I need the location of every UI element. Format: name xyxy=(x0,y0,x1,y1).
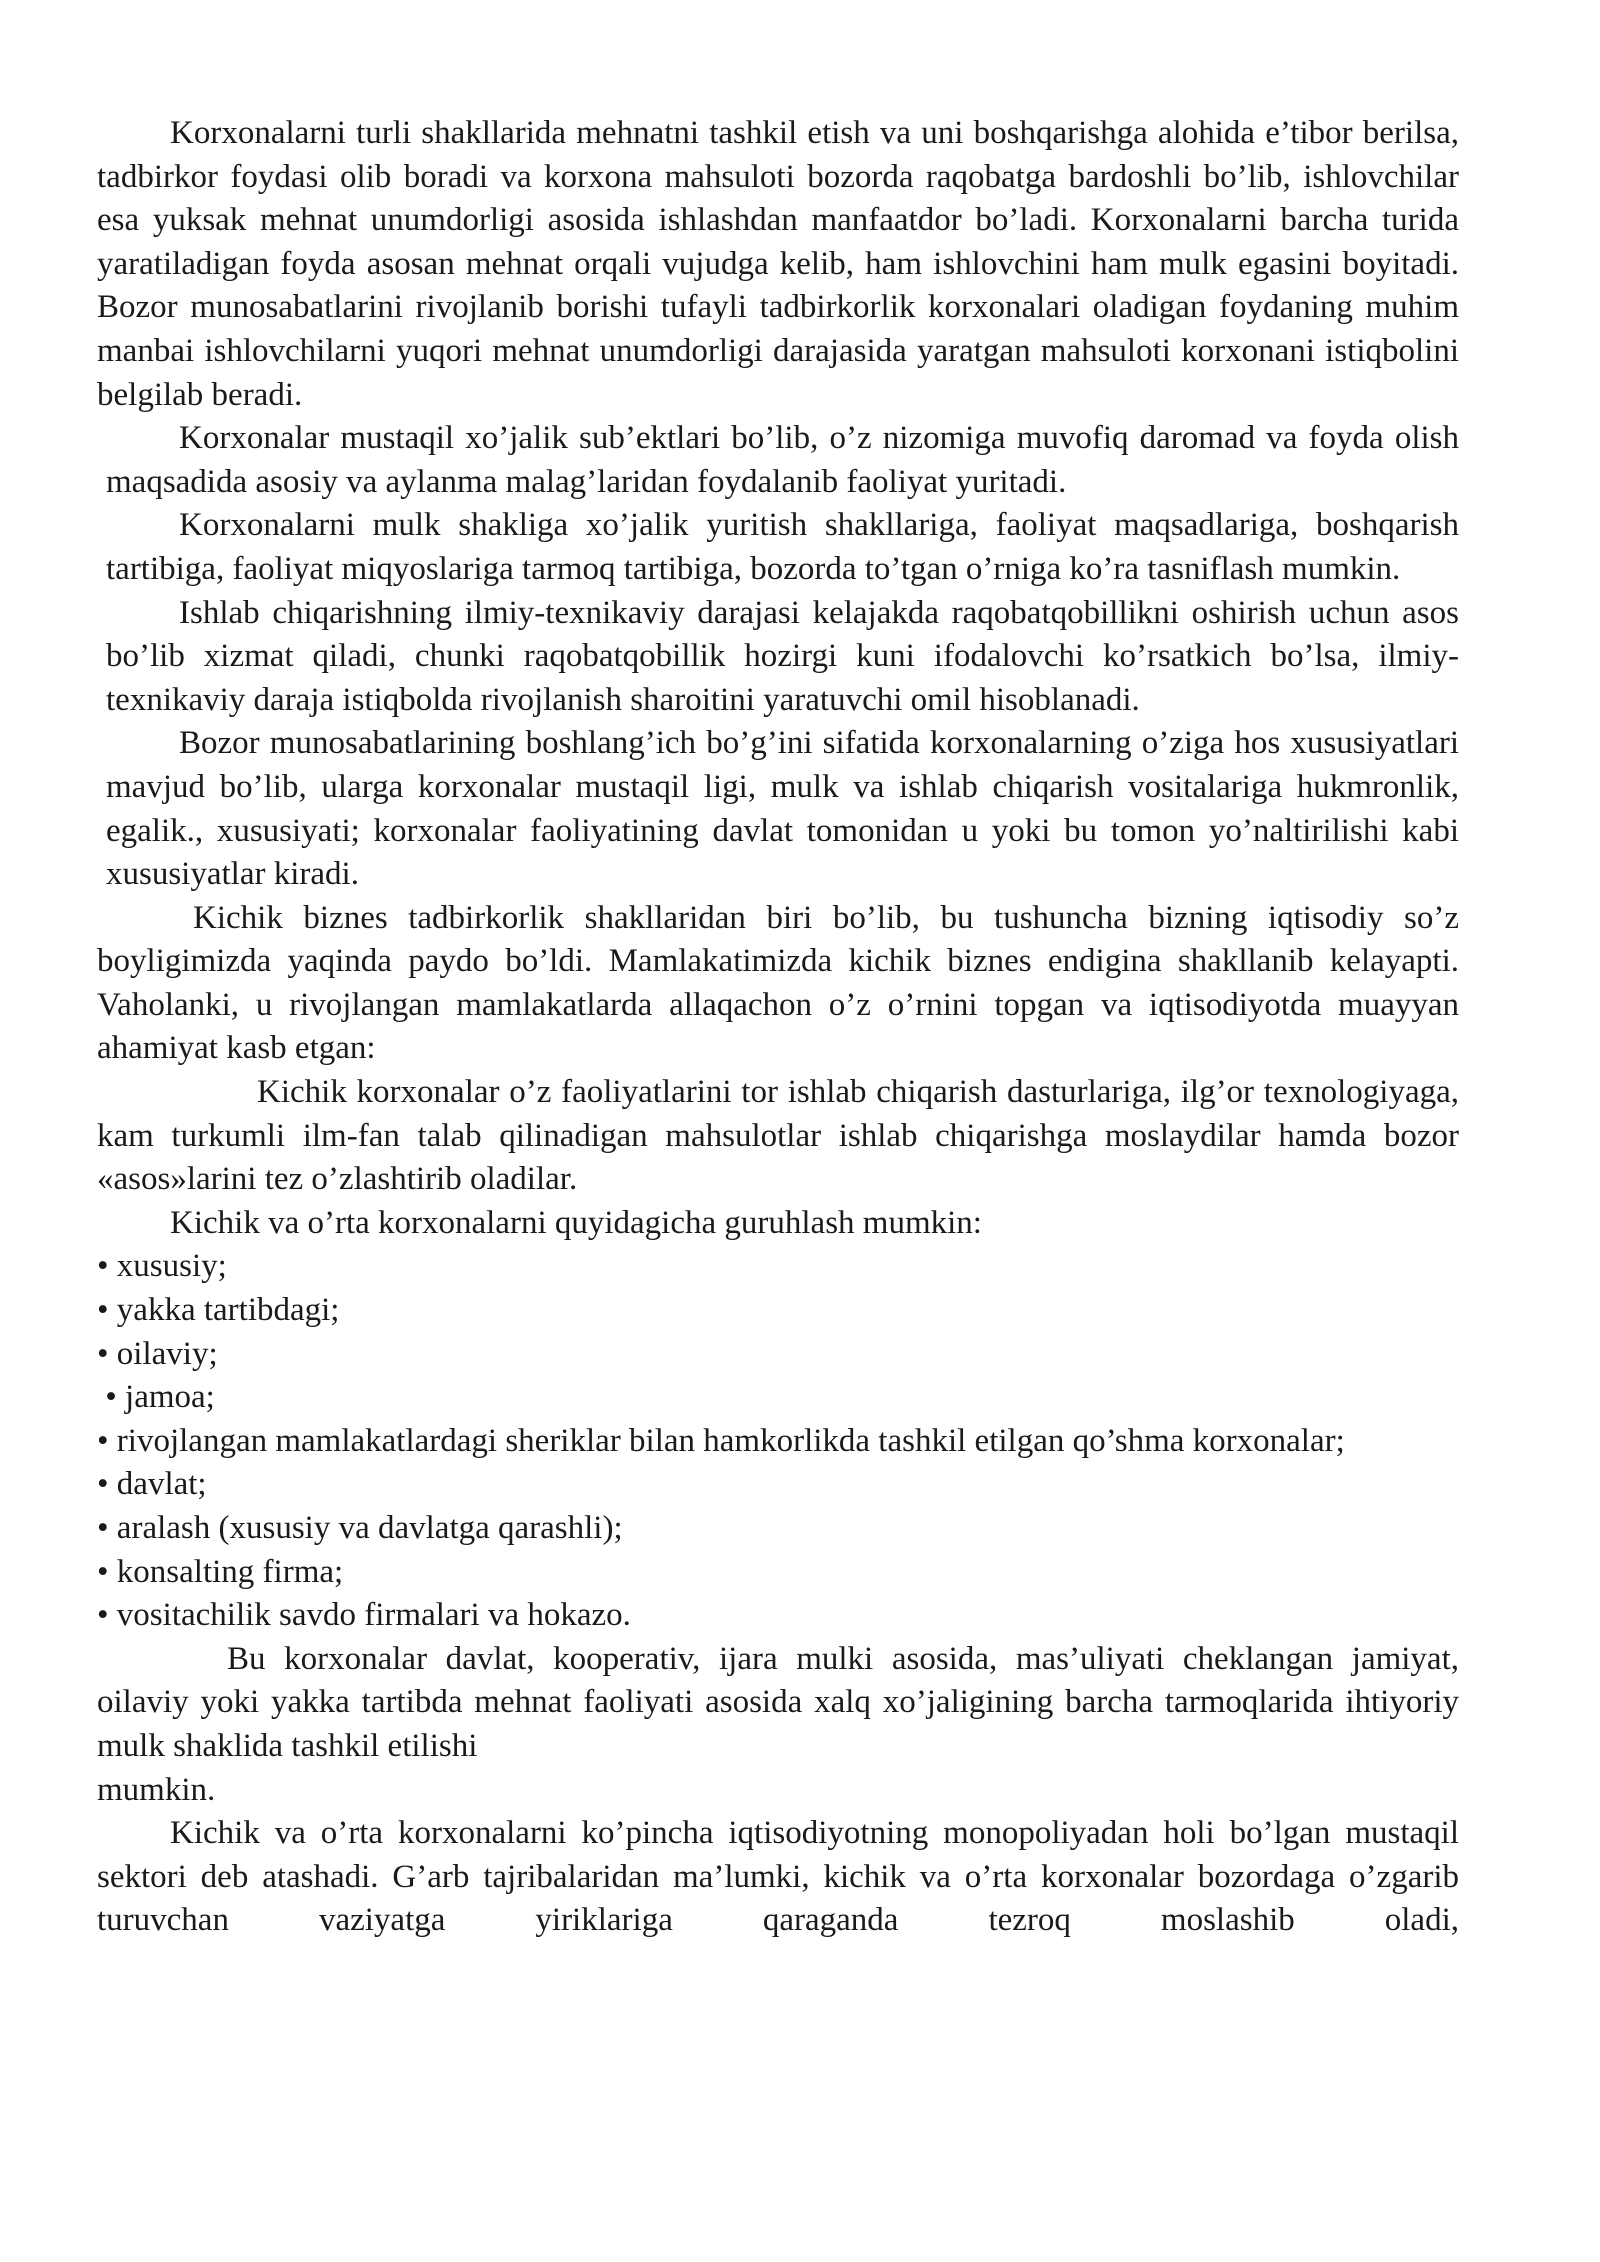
list-item: • davlat; xyxy=(97,1466,207,1503)
list-item: • xususiy; xyxy=(97,1248,227,1285)
paragraph-5: Bozor munosabatlarining boshlang’ich bo’g’ini sifatida korxonalarning o’ziga hos xususiyatlari mavjud bo’lib, ularga korxonalar mustaqil ligi, mulk va ishlab chiqarish vositalariga hukmronlik, egalik., xususiyati; korxonalar faoliyatining davlat tomonidan u yoki bu tomon yo’naltirilishi kabi xususiyatlar kiradi. xyxy=(106,725,1459,893)
list-item: • jamoa; xyxy=(97,1379,215,1416)
list-item: • yakka tartibdagi; xyxy=(97,1292,340,1329)
bullet-list xyxy=(97,1245,1459,1637)
paragraph-7: Kichik korxonalar o’z faoliyatlarini tor ishlab chiqarish dasturlariga, ilg’or texnologiyaga, kam turkumli ilm-fan talab qilinadigan mahsulotlar ishlab chiqarishga moslaydilar hamda bozor «asos»larini tez o’zlashtirib oladilar. xyxy=(97,1074,1459,1198)
list-item: • konsalting firma; xyxy=(97,1553,344,1590)
list-item: • vositachilik savdo firmalari va hokazo. xyxy=(97,1597,631,1634)
paragraph-6: Kichik biznes tadbirkorlik shakllaridan biri bo’lib, bu tushuncha bizning iqtisodiy so’z boyligimizda yaqinda paydo bo’ldi. Mamlakatimizda kichik biznes endigina shakllanib kelayapti. Vaholanki, u rivojlangan mamlakatlarda allaqachon o’z o’rnini topgan va iqtisodiyotda muayyan ahamiyat kasb etgan: xyxy=(97,899,1459,1067)
list-item: • rivojlangan mamlakatlardagi sheriklar bilan hamkorlikda tashkil etilgan qo’shma korxonalar; xyxy=(97,1422,1345,1459)
paragraph-8: Kichik va o’rta korxonalarni quyidagicha guruhlash mumkin: xyxy=(170,1204,982,1241)
document-page xyxy=(97,112,1459,1943)
paragraph-2: Korxonalar mustaqil xo’jalik sub’ektlari bo’lib, o’z nizomiga muvofiq daromad va foyda olish maqsadida asosiy va aylanma malag’laridan foydalanib faoliyat yuritadi. xyxy=(106,420,1459,500)
paragraph-9-continued: mumkin. xyxy=(97,1771,216,1808)
paragraph-3: Korxonalarni mulk shakliga xo’jalik yuritish shakllariga, faoliyat maqsadlariga, boshqarish tartibiga, faoliyat miqyoslariga tarmoq tartibiga, bozorda to’tgan o’rniga ko’ra tasniflash mumkin. xyxy=(106,507,1459,587)
paragraph-9: Bu korxonalar davlat, kooperativ, ijara mulki asosida, mas’uliyati cheklangan jamiyat, oilaviy yoki yakka tartibda mehnat faoliyati asosida xalq xo’jaligining barcha tarmoqlarida ihtiyoriy mulk shaklida tashkil etilishi xyxy=(97,1640,1459,1764)
paragraph-1: Korxonalarni turli shakllarida mehnatni tashkil etish va uni boshqarishga alohida e’tibor berilsa, tadbirkor foydasi olib boradi va korxona mahsuloti bozorda raqobatga bardoshli bo’lib, ishlovchilar esa yuksak mehnat unumdorligi asosida ishlashdan manfaatdor bo’ladi. Korxonalarni barcha turida yaratiladigan foyda asosan mehnat orqali vujudga kelib, ham ishlovchini ham mulk egasini boyitadi. Bozor munosabatlarini rivojlanib borishi tufayli tadbirkorlik korxonalari oladigan foydaning muhim manbai ishlovchilarni yuqori mehnat unumdorligi darajasida yaratgan mahsuloti korxonani istiqbolini belgilab beradi. xyxy=(97,115,1459,413)
paragraph-10: Kichik va o’rta korxonalarni ko’pincha iqtisodiyotning monopoliyadan holi bo’lgan mustaqil sektori deb atashadi. G’arb tajribalaridan ma’lumki, kichik va o’rta korxonalar bozordaga o’zgarib turuvchan vaziyatga yiriklariga qaraganda tezroq moslashib oladi, xyxy=(97,1815,1459,1939)
list-item: • oilaviy; xyxy=(97,1335,218,1372)
list-item: • aralash (xususiy va davlatga qarashli); xyxy=(97,1510,623,1546)
paragraph-4: Ishlab chiqarishning ilmiy-texnikaviy darajasi kelajakda raqobatqobillikni oshirish uchun asos bo’lib xizmat qiladi, chunki raqobatqobillik hozirgi kuni ifodalovchi ko’rsatkich bo’lsa, ilmiy-texnikaviy daraja istiqbolda rivojlanish sharoitini yaratuvchi omil hisoblanadi. xyxy=(106,594,1459,718)
